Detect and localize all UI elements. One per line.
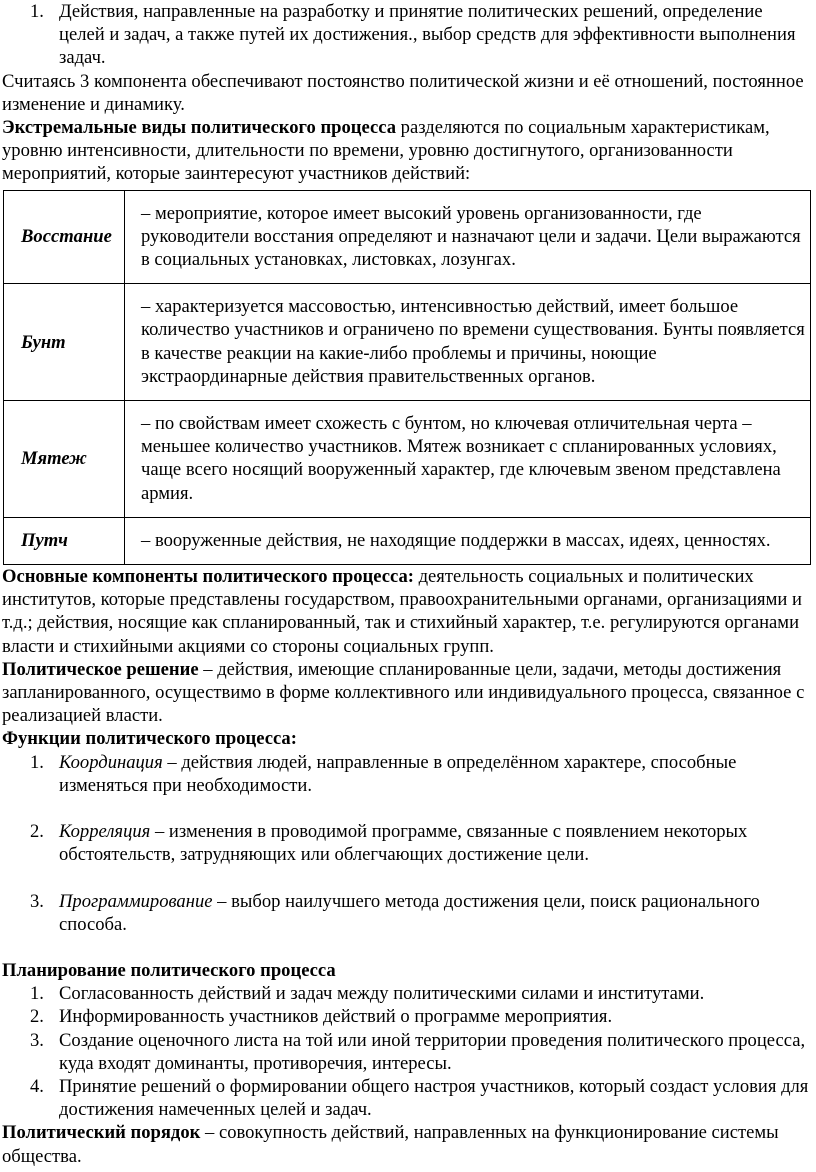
functions-list xyxy=(0,751,816,936)
decision-paragraph xyxy=(0,658,816,728)
list-item-text: Принятие решений о формировании общего настроя участников, который создаст условия для достижения намеченных целей и задач. xyxy=(59,1075,809,1121)
decision-term: Политическое решение xyxy=(2,658,199,680)
list-item xyxy=(0,890,816,936)
list-number: 1. xyxy=(30,983,44,1005)
components-constancy-paragraph: Считаясь 3 компонента обеспечивают постоянство политической жизни и её отношений, постоянное изменение и динамику. xyxy=(2,70,804,115)
function-term: Координация xyxy=(59,751,163,773)
function-text: – действия людей, направленные в определённом характере, способные изменяться при необходимости. xyxy=(59,751,737,796)
extreme-types-table xyxy=(3,190,811,565)
table-term-cell: Мятеж xyxy=(4,401,125,518)
decision-text: – действия, имеющие спланированные цели, задачи, методы достижения запланированного, осуществимо в форме коллективного или индивидуального процесса, связанное с реализацией власти. xyxy=(2,658,805,727)
list-item xyxy=(0,0,816,70)
table-term-cell: Путч xyxy=(4,517,125,564)
components-term: Основные компоненты политического процесса: xyxy=(2,566,414,588)
list-number: 2. xyxy=(30,821,44,843)
list-item xyxy=(0,1075,816,1121)
table-definition-cell xyxy=(125,401,811,518)
table-row xyxy=(4,284,811,401)
list-number: 2. xyxy=(30,1006,44,1028)
function-text: – изменения в проводимой программе, связанные с появлением некоторых обстоятельств, затрудняющих или облегчающих достижение цели. xyxy=(59,821,748,866)
list-item-text: Действия, направленные на разработку и принятие политических решений, определение целей и задач, а также путей их достижения., выбор средств для эффективности выполнения задач. xyxy=(59,1,796,69)
table-definition-cell xyxy=(125,284,811,401)
function-term: Программирование xyxy=(59,890,213,912)
table-definition-text: – по свойствам имеет схожесть с бунтом, но ключевая отличительная черта – меньшее количество участников. Мятеж возникает с спланированных условиях, чаще всего носящий вооруженный характер, где ключевым звеном представлена армия. xyxy=(141,413,781,504)
list-number: 1. xyxy=(30,1,44,22)
list-item-text: Создание оценочного листа на той или иной территории проведения политического процесса, куда входят доминанты, противоречия, интересы. xyxy=(59,1029,806,1074)
section-spacer xyxy=(0,936,816,959)
function-term: Корреляция xyxy=(59,821,151,843)
list-spacer xyxy=(0,797,816,820)
order-term: Политический порядок xyxy=(2,1122,201,1144)
extreme-types-paragraph xyxy=(0,116,816,186)
order-paragraph xyxy=(0,1121,816,1167)
table-row xyxy=(4,190,811,284)
components-paragraph xyxy=(0,565,816,658)
extreme-types-term: Экстремальные виды политического процесса xyxy=(2,117,397,139)
planning-list xyxy=(0,982,816,1121)
list-item xyxy=(0,1029,816,1075)
planning-heading: Планирование политического процесса xyxy=(2,959,336,981)
list-number: 1. xyxy=(30,751,44,773)
table-definition-text: – вооруженные действия, не находящие поддержки в массах, идеях, ценностях. xyxy=(141,529,771,551)
extreme-types-text: разделяются по социальным характеристикам, уровню интенсивности, длительности по времени, уровню достигнутого, организованности мероприятий, которые заинтересуют участников действий: xyxy=(2,117,770,185)
list-item-text: Информированность участников действий о программе мероприятия. xyxy=(59,1006,613,1028)
list-number: 3. xyxy=(30,1029,44,1051)
table-definition-cell xyxy=(125,190,811,284)
list-item xyxy=(0,1005,816,1028)
table-row xyxy=(4,401,811,518)
list-spacer xyxy=(0,867,816,890)
intro-list xyxy=(0,0,816,70)
functions-heading: Функции политического процесса: xyxy=(2,728,297,750)
components-text: деятельность социальных и политических институтов, которые представлены государством, правоохранительными органами, организациями и т.д.; действия, носящие как спланированный, так и стихийный характер, т.е. регулируются органами власти и стихийными акциями со стороны социальных групп. xyxy=(2,566,802,657)
table-definition-text: – характеризуется массовостью, интенсивностью действий, имеет большое количество участников и ограничено по времени существования. Бунты появляется в качестве реакции на какие-либо проблемы и причины, ноющие экстраординарные действия правительственных органов. xyxy=(141,296,805,387)
list-item-text: Согласованность действий и задач между политическими силами и институтами. xyxy=(59,983,705,1005)
order-text: – совокупность действий, направленных на функционирование системы общества. xyxy=(2,1122,779,1167)
list-number: 3. xyxy=(30,890,44,912)
table-term-cell: Восстание xyxy=(4,190,125,284)
function-text: – выбор наилучшего метода достижения цели, поиск рационального способа. xyxy=(59,890,760,935)
table-row xyxy=(4,517,811,564)
list-item xyxy=(0,820,816,866)
list-item xyxy=(0,982,816,1005)
list-number: 4. xyxy=(30,1075,44,1097)
table-definition-cell xyxy=(125,517,811,564)
list-item xyxy=(0,751,816,797)
table-definition-text: – мероприятие, которое имеет высокий уровень организованности, где руководители восстания определяют и назначают цели и задачи. Цели выражаются в социальных установках, листовках, лозунгах. xyxy=(141,202,801,271)
table-term-cell: Бунт xyxy=(4,284,125,401)
